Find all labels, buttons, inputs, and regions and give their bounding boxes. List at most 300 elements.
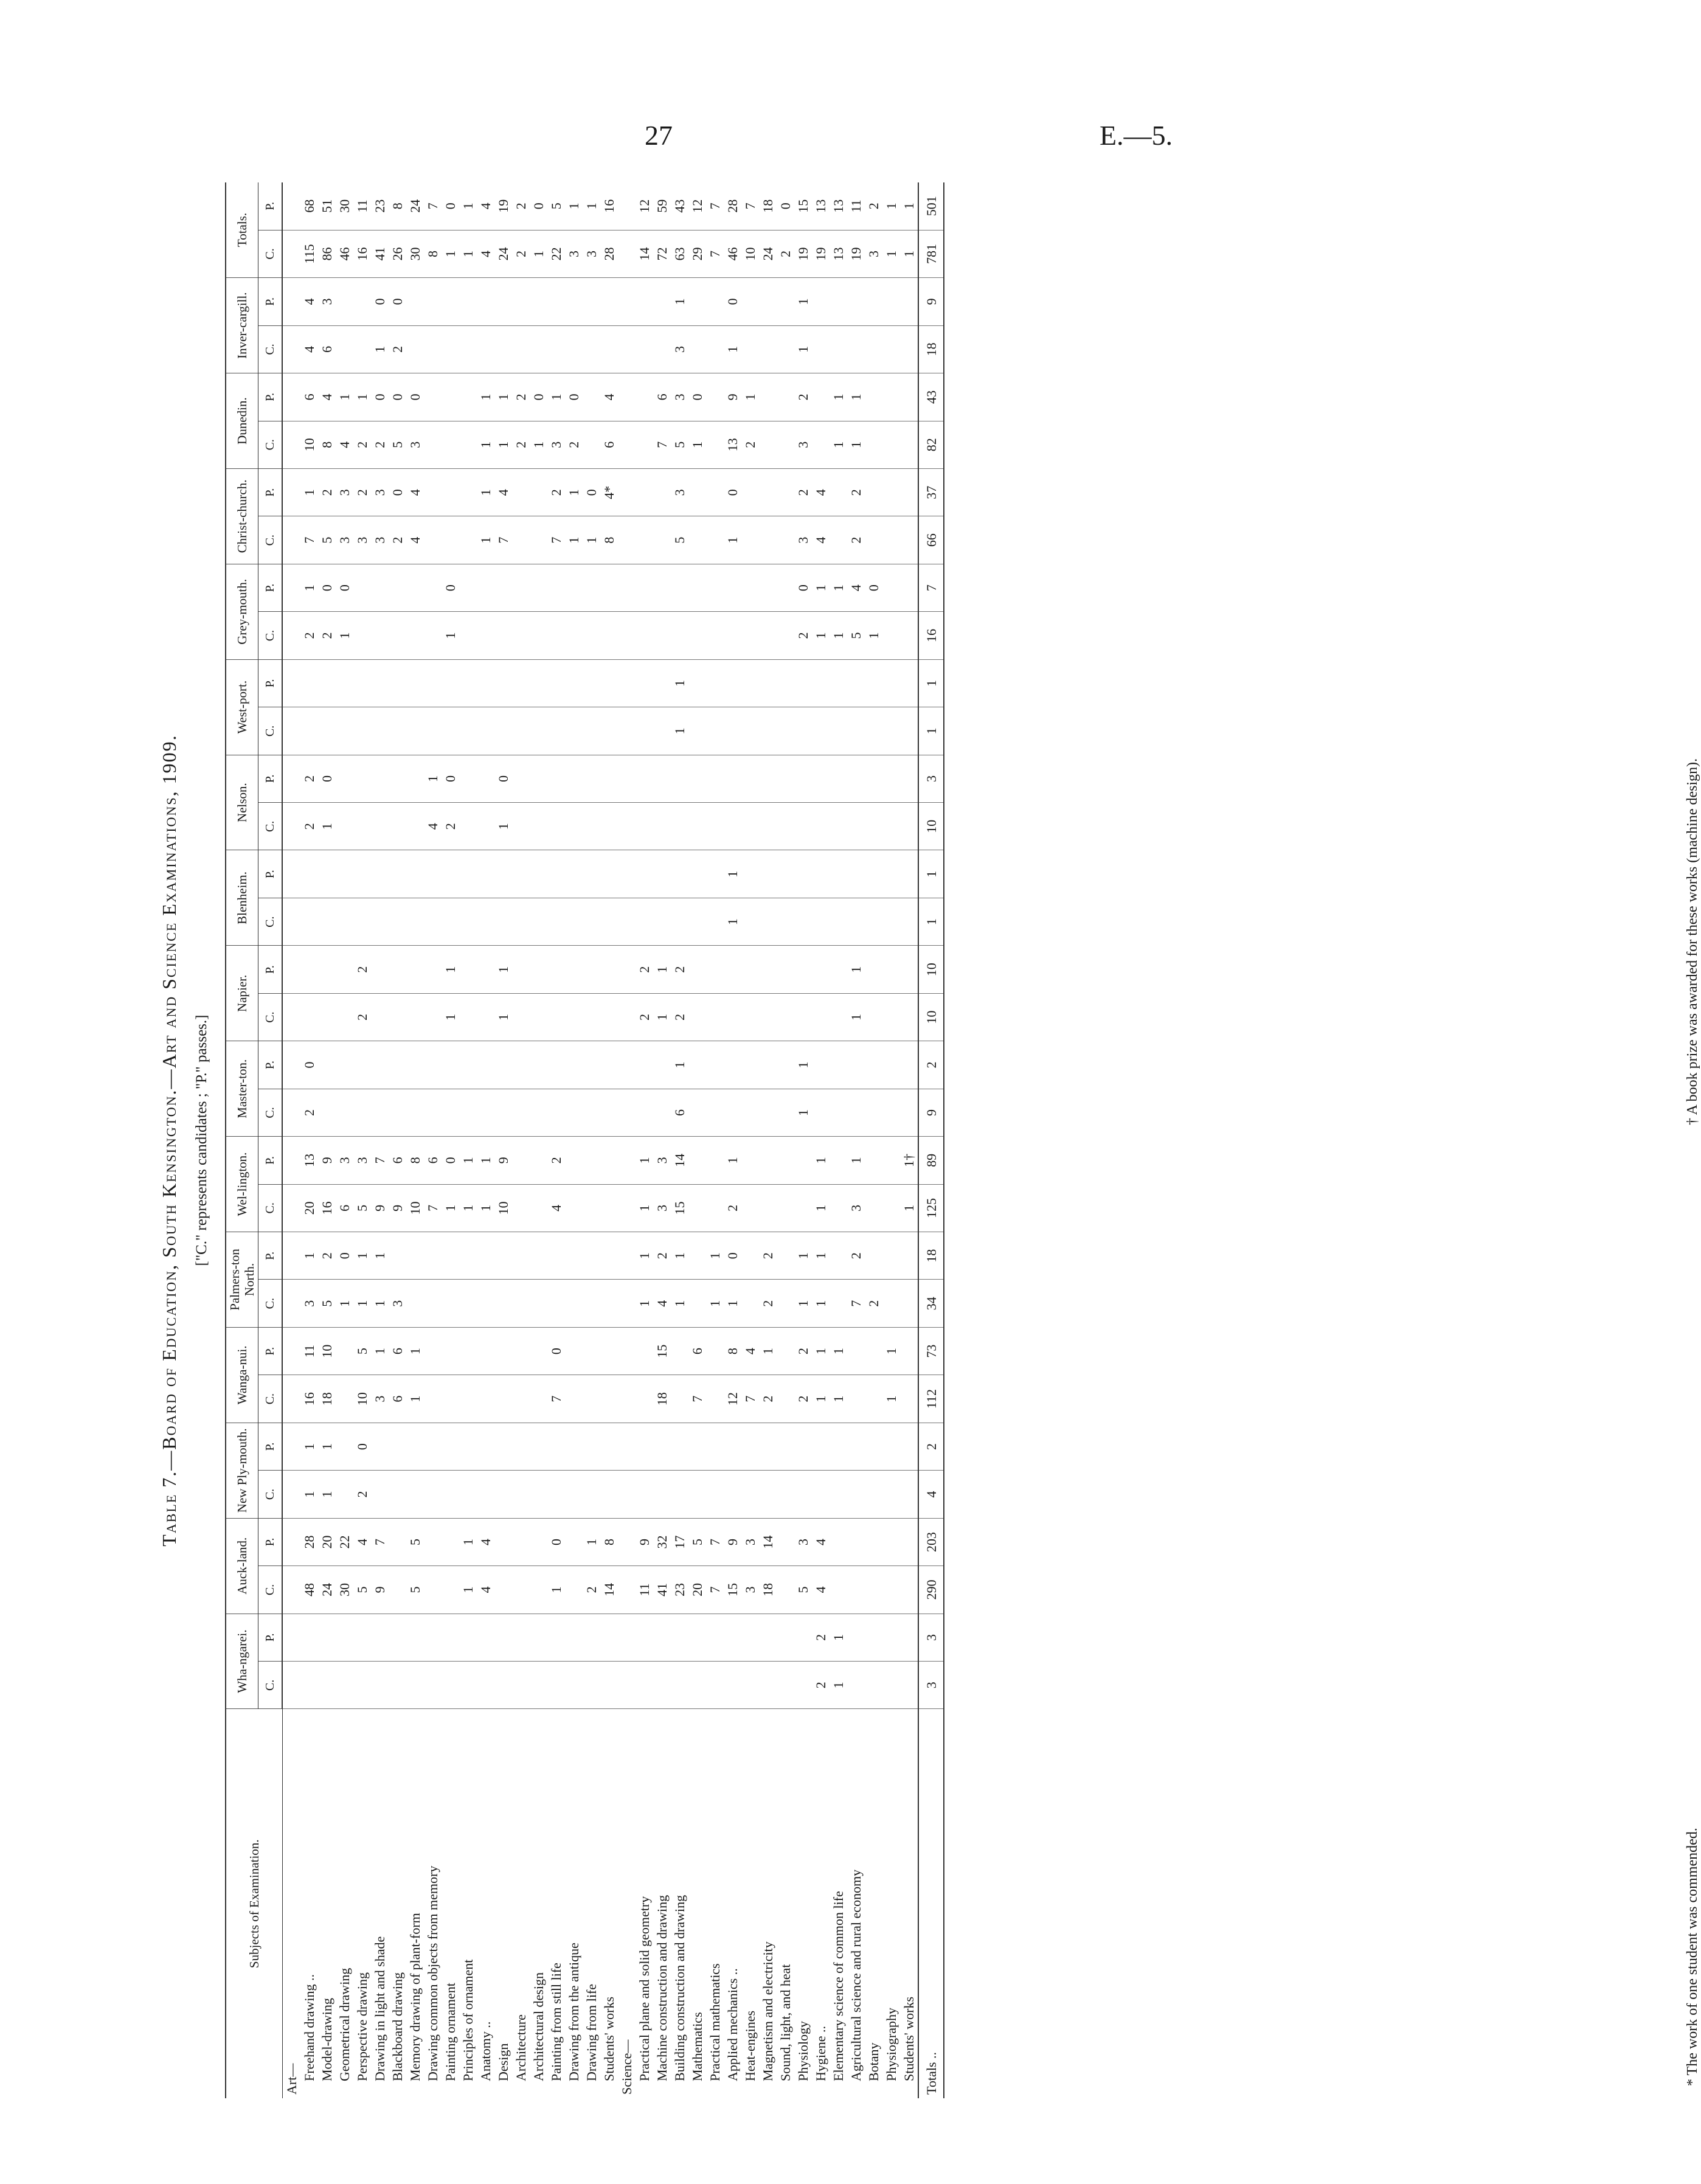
passes-cell: 1 bbox=[477, 468, 494, 516]
candidates-header: C. bbox=[258, 1471, 283, 1518]
candidates-cell bbox=[794, 1184, 812, 1232]
passes-cell: 5 bbox=[406, 1518, 424, 1565]
candidates-cell: 24 bbox=[759, 230, 777, 277]
passes-cell bbox=[459, 1423, 477, 1470]
candidates-cell: 2 bbox=[794, 1375, 812, 1423]
candidates-cell bbox=[494, 1375, 512, 1423]
candidates-cell: 6 bbox=[336, 1184, 353, 1232]
passes-cell: 1 bbox=[794, 1232, 812, 1280]
passes-cell bbox=[724, 1423, 741, 1470]
passes-cell: 2 bbox=[547, 468, 565, 516]
candidates-cell bbox=[812, 707, 830, 755]
candidates-cell: 1 bbox=[636, 1280, 653, 1327]
candidates-cell bbox=[336, 803, 353, 850]
passes-cell bbox=[636, 1614, 653, 1661]
candidates-cell: 41 bbox=[653, 1566, 671, 1614]
passes-cell bbox=[512, 659, 530, 707]
passes-cell bbox=[442, 278, 459, 325]
candidates-cell bbox=[389, 707, 406, 755]
candidates-cell bbox=[618, 1566, 636, 1614]
candidates-cell: 2 bbox=[389, 325, 406, 373]
table-note: ["C." represents candidates ; "P." passes.] bbox=[193, 1014, 210, 1266]
candidates-cell bbox=[494, 1566, 512, 1614]
candidates-cell bbox=[512, 1184, 530, 1232]
passes-cell bbox=[653, 755, 671, 802]
centre-header: Napier. bbox=[226, 946, 258, 1041]
candidates-cell: 1 bbox=[300, 1471, 318, 1518]
candidates-cell bbox=[477, 1375, 494, 1423]
passes-cell bbox=[741, 946, 759, 993]
candidates-cell bbox=[865, 1662, 882, 1709]
passes-cell bbox=[371, 1614, 389, 1661]
passes-cell: 2 bbox=[812, 1614, 830, 1661]
subject-cell: Elementary science of common life bbox=[831, 1891, 846, 2081]
candidates-cell bbox=[759, 1089, 777, 1136]
passes-cell bbox=[424, 1232, 442, 1280]
passes-header: P. bbox=[258, 182, 283, 230]
candidates-cell: 82 bbox=[918, 421, 944, 468]
candidates-cell: 1 bbox=[706, 1280, 724, 1327]
passes-cell: 0 bbox=[442, 182, 459, 230]
passes-cell bbox=[741, 1041, 759, 1089]
subject-cell: Totals .. bbox=[918, 1709, 944, 2098]
passes-cell bbox=[600, 755, 618, 802]
passes-cell: 1 bbox=[300, 468, 318, 516]
section-heading-row bbox=[618, 182, 636, 2098]
candidates-cell: 2 bbox=[759, 1375, 777, 1423]
passes-cell bbox=[389, 1041, 406, 1089]
candidates-cell: 24 bbox=[318, 1566, 336, 1614]
passes-cell: 17 bbox=[671, 1518, 688, 1565]
candidates-cell bbox=[530, 1471, 547, 1518]
candidates-cell bbox=[865, 421, 882, 468]
candidates-cell bbox=[600, 1662, 618, 1709]
passes-cell bbox=[618, 1423, 636, 1470]
candidates-cell bbox=[865, 516, 882, 564]
passes-cell bbox=[565, 278, 583, 325]
candidates-cell bbox=[512, 1471, 530, 1518]
passes-cell: 3 bbox=[336, 468, 353, 516]
passes-cell: 3 bbox=[371, 468, 389, 516]
passes-cell: 4* bbox=[600, 468, 618, 516]
passes-cell bbox=[583, 1041, 600, 1089]
candidates-cell bbox=[371, 993, 389, 1041]
passes-cell bbox=[459, 946, 477, 993]
passes-cell bbox=[706, 373, 724, 421]
rotated-table-region bbox=[158, 182, 1700, 2098]
candidates-cell bbox=[406, 1280, 424, 1327]
passes-cell bbox=[424, 659, 442, 707]
candidates-cell: 1 bbox=[530, 421, 547, 468]
candidates-cell bbox=[565, 1662, 583, 1709]
candidates-cell bbox=[424, 1375, 442, 1423]
candidates-cell bbox=[442, 1375, 459, 1423]
passes-cell bbox=[282, 1232, 300, 1280]
candidates-cell bbox=[459, 898, 477, 945]
passes-cell bbox=[706, 946, 724, 993]
passes-cell: 2 bbox=[847, 468, 865, 516]
candidates-cell: 4 bbox=[918, 1471, 944, 1518]
centre-header: Wel-lington. bbox=[226, 1137, 258, 1232]
candidates-cell bbox=[282, 898, 300, 945]
candidates-cell bbox=[336, 1375, 353, 1423]
passes-cell: 1 bbox=[565, 182, 583, 230]
candidates-cell: 6 bbox=[389, 1375, 406, 1423]
candidates-cell: 10 bbox=[918, 803, 944, 850]
candidates-cell bbox=[777, 993, 794, 1041]
passes-cell: 12 bbox=[636, 182, 653, 230]
candidates-cell: 3 bbox=[671, 325, 688, 373]
passes-cell bbox=[777, 278, 794, 325]
table-row bbox=[759, 182, 777, 2098]
candidates-cell bbox=[565, 1375, 583, 1423]
candidates-cell bbox=[282, 230, 300, 277]
table-row bbox=[636, 182, 653, 2098]
candidates-cell: 2 bbox=[565, 421, 583, 468]
table-row bbox=[900, 182, 918, 2098]
passes-cell bbox=[424, 946, 442, 993]
passes-cell: 1 bbox=[371, 1327, 389, 1375]
passes-cell bbox=[565, 1327, 583, 1375]
subject-cell: Sound, light, and heat bbox=[778, 1964, 793, 2081]
candidates-cell: 5 bbox=[353, 1566, 371, 1614]
passes-cell: 0 bbox=[371, 373, 389, 421]
passes-cell bbox=[671, 1423, 688, 1470]
passes-cell bbox=[618, 1327, 636, 1375]
passes-header: P. bbox=[258, 1232, 283, 1280]
candidates-cell: 5 bbox=[406, 1566, 424, 1614]
candidates-cell: 14 bbox=[636, 230, 653, 277]
passes-cell bbox=[530, 468, 547, 516]
passes-cell bbox=[636, 564, 653, 611]
candidates-cell bbox=[336, 1089, 353, 1136]
subject-cell: Design bbox=[496, 2043, 511, 2081]
table-body bbox=[282, 182, 944, 2098]
candidates-cell bbox=[830, 803, 847, 850]
candidates-cell bbox=[865, 1471, 882, 1518]
candidates-cell: 2 bbox=[847, 516, 865, 564]
candidates-cell bbox=[741, 707, 759, 755]
candidates-cell bbox=[477, 898, 494, 945]
passes-cell: 2 bbox=[794, 1327, 812, 1375]
centre-header: Master-ton. bbox=[226, 1041, 258, 1137]
passes-cell bbox=[583, 564, 600, 611]
candidates-cell bbox=[759, 1662, 777, 1709]
passes-cell bbox=[406, 564, 424, 611]
candidates-cell bbox=[759, 421, 777, 468]
passes-header: P. bbox=[258, 468, 283, 516]
candidates-cell: 7 bbox=[547, 1375, 565, 1423]
candidates-cell bbox=[636, 803, 653, 850]
passes-cell: 2 bbox=[847, 1232, 865, 1280]
candidates-cell bbox=[282, 993, 300, 1041]
candidates-cell bbox=[282, 1089, 300, 1136]
table-row bbox=[882, 182, 900, 2098]
candidates-cell bbox=[424, 421, 442, 468]
passes-cell bbox=[865, 755, 882, 802]
candidates-cell: 9 bbox=[371, 1566, 389, 1614]
candidates-cell bbox=[618, 898, 636, 945]
passes-cell bbox=[371, 1041, 389, 1089]
candidates-cell bbox=[424, 1566, 442, 1614]
candidates-cell bbox=[442, 325, 459, 373]
passes-cell: 68 bbox=[300, 182, 318, 230]
candidates-cell: 1 bbox=[477, 421, 494, 468]
passes-cell bbox=[600, 1041, 618, 1089]
candidates-cell: 7 bbox=[653, 421, 671, 468]
candidates-cell: 10 bbox=[741, 230, 759, 277]
candidates-cell: 3 bbox=[336, 516, 353, 564]
candidates-cell bbox=[512, 707, 530, 755]
passes-cell bbox=[688, 468, 706, 516]
candidates-cell bbox=[282, 803, 300, 850]
candidates-cell bbox=[600, 1280, 618, 1327]
passes-cell bbox=[282, 946, 300, 993]
passes-cell bbox=[706, 755, 724, 802]
candidates-cell bbox=[812, 421, 830, 468]
passes-cell: 1 bbox=[847, 946, 865, 993]
candidates-cell: 781 bbox=[918, 230, 944, 277]
candidates-cell: 1 bbox=[900, 1184, 918, 1232]
table-title: Table 7.—Board of Education, South Kensington.—Art and Science Examinations, 1909. bbox=[158, 734, 180, 1547]
passes-cell bbox=[759, 1614, 777, 1661]
totals-row bbox=[918, 182, 944, 2098]
candidates-cell: 13 bbox=[830, 230, 847, 277]
passes-cell bbox=[636, 1327, 653, 1375]
candidates-cell bbox=[600, 1375, 618, 1423]
candidates-cell: 5 bbox=[318, 1280, 336, 1327]
passes-cell bbox=[530, 278, 547, 325]
candidates-cell: 1 bbox=[565, 516, 583, 564]
passes-cell bbox=[300, 946, 318, 993]
passes-cell bbox=[512, 1614, 530, 1661]
candidates-cell bbox=[442, 421, 459, 468]
centre-header: Auck-land. bbox=[226, 1518, 258, 1614]
passes-cell bbox=[318, 850, 336, 898]
candidates-cell: 4 bbox=[300, 325, 318, 373]
candidates-cell bbox=[300, 993, 318, 1041]
candidates-cell: 3 bbox=[371, 516, 389, 564]
candidates-cell bbox=[583, 1375, 600, 1423]
passes-cell: 10 bbox=[918, 946, 944, 993]
candidates-cell bbox=[547, 1662, 565, 1709]
candidates-cell bbox=[759, 707, 777, 755]
candidates-cell bbox=[406, 707, 424, 755]
candidates-cell bbox=[565, 325, 583, 373]
passes-cell bbox=[865, 373, 882, 421]
candidates-cell bbox=[882, 612, 900, 659]
candidates-cell bbox=[282, 707, 300, 755]
passes-cell bbox=[847, 278, 865, 325]
passes-cell bbox=[653, 659, 671, 707]
table-row bbox=[583, 182, 600, 2098]
candidates-cell bbox=[865, 1184, 882, 1232]
candidates-cell: 1 bbox=[477, 1184, 494, 1232]
passes-cell: 3 bbox=[741, 1518, 759, 1565]
passes-cell bbox=[900, 850, 918, 898]
passes-cell: 1 bbox=[565, 468, 583, 516]
candidates-cell bbox=[512, 325, 530, 373]
passes-cell: 0 bbox=[530, 373, 547, 421]
candidates-cell bbox=[494, 898, 512, 945]
candidates-cell bbox=[389, 1566, 406, 1614]
passes-cell bbox=[565, 564, 583, 611]
candidates-cell bbox=[794, 993, 812, 1041]
candidates-cell bbox=[459, 993, 477, 1041]
passes-cell: 1 bbox=[424, 755, 442, 802]
candidates-cell: 1 bbox=[636, 1184, 653, 1232]
candidates-cell bbox=[371, 1662, 389, 1709]
candidates-cell bbox=[442, 516, 459, 564]
passes-cell bbox=[512, 1137, 530, 1184]
passes-cell bbox=[618, 1614, 636, 1661]
candidates-cell: 1 bbox=[865, 612, 882, 659]
passes-cell bbox=[706, 850, 724, 898]
candidates-cell bbox=[882, 1471, 900, 1518]
passes-cell bbox=[282, 1137, 300, 1184]
passes-cell bbox=[830, 1137, 847, 1184]
table-row bbox=[477, 182, 494, 2098]
candidates-cell: 3 bbox=[865, 230, 882, 277]
passes-cell: 2 bbox=[653, 1232, 671, 1280]
centre-header: Grey-mouth. bbox=[226, 564, 258, 659]
candidates-cell bbox=[618, 612, 636, 659]
passes-cell bbox=[618, 659, 636, 707]
passes-cell bbox=[794, 755, 812, 802]
passes-cell: 0 bbox=[336, 564, 353, 611]
passes-cell: 1 bbox=[336, 373, 353, 421]
passes-header: P. bbox=[258, 1614, 283, 1661]
passes-cell bbox=[282, 659, 300, 707]
candidates-cell bbox=[424, 1662, 442, 1709]
passes-cell: 1 bbox=[459, 1137, 477, 1184]
passes-cell bbox=[847, 1327, 865, 1375]
candidates-cell: 2 bbox=[300, 803, 318, 850]
passes-cell bbox=[777, 1518, 794, 1565]
candidates-cell bbox=[530, 1089, 547, 1136]
candidates-cell bbox=[759, 516, 777, 564]
centre-header: Dunedin. bbox=[226, 373, 258, 469]
subject-cell: Drawing from the antique bbox=[566, 1943, 581, 2081]
candidates-cell bbox=[812, 993, 830, 1041]
passes-cell: 1 bbox=[812, 1232, 830, 1280]
candidates-cell: 1 bbox=[882, 230, 900, 277]
passes-cell bbox=[459, 659, 477, 707]
candidates-cell bbox=[865, 993, 882, 1041]
passes-cell: 1 bbox=[847, 373, 865, 421]
candidates-cell bbox=[300, 1662, 318, 1709]
subject-cell: Art— bbox=[283, 2063, 299, 2095]
passes-cell bbox=[900, 373, 918, 421]
candidates-cell bbox=[494, 1280, 512, 1327]
candidates-cell bbox=[547, 993, 565, 1041]
passes-cell bbox=[830, 468, 847, 516]
candidates-cell bbox=[777, 516, 794, 564]
candidates-cell bbox=[618, 421, 636, 468]
passes-cell bbox=[706, 1327, 724, 1375]
passes-cell bbox=[318, 1041, 336, 1089]
table-row bbox=[847, 182, 865, 2098]
passes-cell: 1 bbox=[494, 946, 512, 993]
candidates-cell bbox=[636, 1375, 653, 1423]
candidates-cell bbox=[865, 803, 882, 850]
candidates-cell: 3 bbox=[406, 421, 424, 468]
passes-cell: 1 bbox=[830, 373, 847, 421]
candidates-cell: 2 bbox=[353, 1471, 371, 1518]
candidates-cell bbox=[777, 1280, 794, 1327]
candidates-cell: 34 bbox=[918, 1280, 944, 1327]
candidates-cell bbox=[741, 993, 759, 1041]
candidates-cell: 1 bbox=[794, 1089, 812, 1136]
candidates-cell: 1 bbox=[371, 1280, 389, 1327]
passes-cell: 2 bbox=[300, 755, 318, 802]
passes-cell bbox=[530, 1137, 547, 1184]
passes-cell: 15 bbox=[794, 182, 812, 230]
passes-cell bbox=[688, 278, 706, 325]
candidates-cell bbox=[706, 1184, 724, 1232]
passes-cell bbox=[847, 1518, 865, 1565]
passes-cell bbox=[371, 946, 389, 993]
passes-cell: 0 bbox=[442, 755, 459, 802]
candidates-cell: 1 bbox=[336, 1280, 353, 1327]
passes-cell bbox=[282, 1614, 300, 1661]
candidates-cell: 3 bbox=[794, 421, 812, 468]
passes-cell bbox=[882, 564, 900, 611]
passes-cell bbox=[812, 946, 830, 993]
passes-cell bbox=[547, 1423, 565, 1470]
centre-header: Palmers-ton North. bbox=[226, 1232, 258, 1328]
candidates-cell: 24 bbox=[494, 230, 512, 277]
candidates-cell: 1 bbox=[583, 516, 600, 564]
candidates-cell bbox=[636, 1662, 653, 1709]
candidates-cell: 18 bbox=[318, 1375, 336, 1423]
candidates-cell bbox=[583, 1280, 600, 1327]
passes-cell: 1 bbox=[741, 373, 759, 421]
passes-cell: 1 bbox=[882, 182, 900, 230]
table-row bbox=[459, 182, 477, 2098]
candidates-cell: 1 bbox=[371, 325, 389, 373]
subject-cell: Agricultural science and rural economy bbox=[848, 1869, 864, 2081]
subject-cell: Science— bbox=[619, 2039, 634, 2095]
candidates-cell bbox=[900, 803, 918, 850]
passes-cell bbox=[547, 1232, 565, 1280]
candidates-cell bbox=[459, 707, 477, 755]
candidates-cell bbox=[618, 1662, 636, 1709]
candidates-cell: 4 bbox=[477, 230, 494, 277]
passes-cell bbox=[459, 755, 477, 802]
candidates-cell: 7 bbox=[688, 1375, 706, 1423]
candidates-cell: 1 bbox=[547, 1566, 565, 1614]
results-table bbox=[225, 182, 944, 2098]
passes-cell bbox=[442, 468, 459, 516]
candidates-cell bbox=[830, 898, 847, 945]
candidates-cell bbox=[830, 1184, 847, 1232]
passes-cell: 7 bbox=[706, 182, 724, 230]
candidates-cell bbox=[830, 1089, 847, 1136]
passes-cell bbox=[794, 1137, 812, 1184]
candidates-cell bbox=[442, 707, 459, 755]
candidates-cell bbox=[777, 421, 794, 468]
candidates-cell bbox=[741, 612, 759, 659]
candidates-cell bbox=[512, 1662, 530, 1709]
candidates-cell bbox=[583, 421, 600, 468]
candidates-cell bbox=[688, 803, 706, 850]
passes-cell bbox=[636, 278, 653, 325]
candidates-cell bbox=[759, 993, 777, 1041]
passes-cell bbox=[882, 850, 900, 898]
passes-cell bbox=[406, 1423, 424, 1470]
candidates-cell: 2 bbox=[389, 516, 406, 564]
